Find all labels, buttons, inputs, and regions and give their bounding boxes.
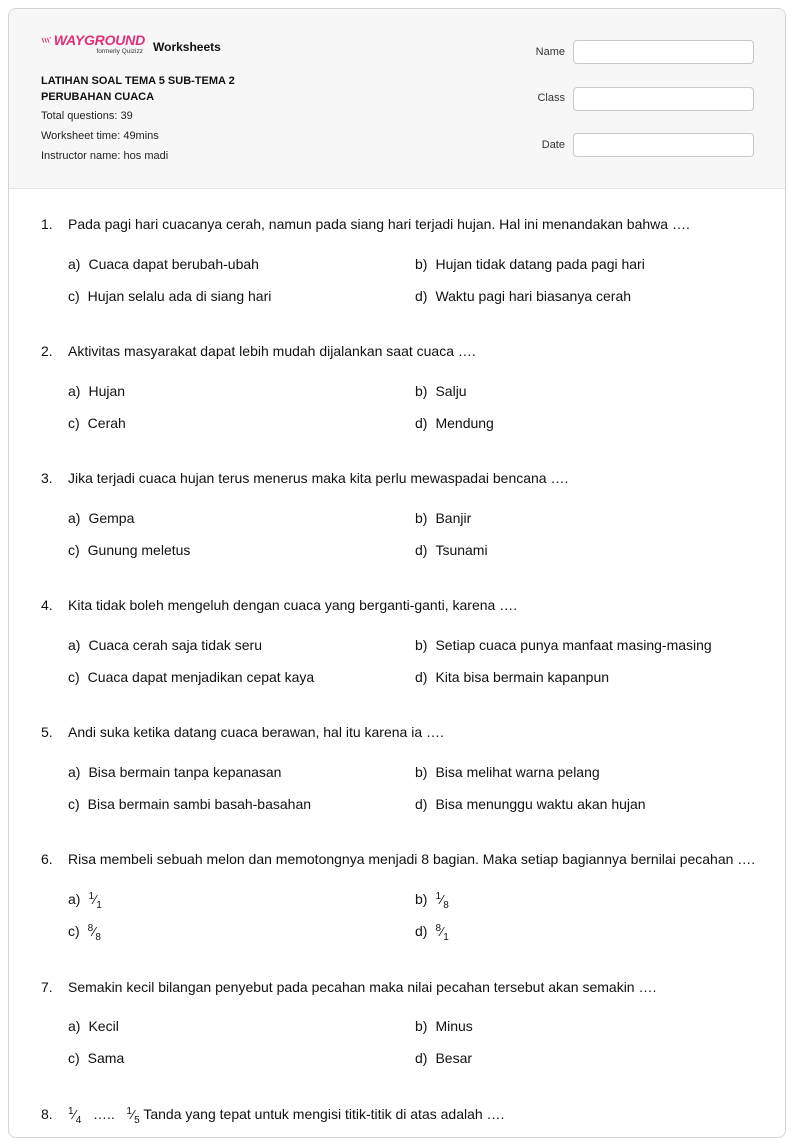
fraction-1: $^1⁄_4$ [68, 1106, 82, 1126]
option-text: Bisa melihat warna pelang [435, 764, 600, 780]
blank-dots: ….. [92, 1106, 115, 1122]
option-d[interactable] [415, 1050, 472, 1066]
option-a[interactable] [68, 1018, 119, 1034]
option-letter: c) [68, 415, 80, 431]
fraction-denominator: 1 [443, 932, 449, 943]
option-letter: b) [415, 891, 428, 907]
fraction-numerator: 1 [435, 891, 442, 902]
option-letter: d) [415, 542, 428, 558]
class-field[interactable] [573, 87, 754, 111]
option-text: Gempa [88, 510, 135, 526]
instructor-name: Instructor name: hos madi [41, 150, 169, 162]
option-c[interactable] [68, 1050, 124, 1066]
question-text: Aktivitas masyarakat dapat lebih mudah dijalankan saat cuaca …. [68, 343, 476, 359]
question-text: Kita tidak boleh mengeluh dengan cuaca yang berganti-ganti, karena …. [68, 597, 518, 613]
option-a[interactable] [68, 383, 125, 399]
question-text-row [68, 1106, 504, 1126]
option-letter: d) [415, 796, 428, 812]
question-text: Tanda yang tepat untuk mengisi titik-titik di atas adalah …. [143, 1106, 505, 1122]
option-d[interactable] [415, 669, 609, 685]
wayground-mark-icon [41, 34, 52, 46]
question-text: Pada pagi hari cuacanya cerah, namun pada siang hari terjadi hujan. Hal ini menandakan bahwa …. [68, 216, 690, 232]
fraction-2: $^1⁄_5$ [126, 1106, 140, 1126]
option-letter: a) [68, 764, 81, 780]
option-b[interactable] [415, 1018, 473, 1034]
fraction-denominator: 8 [95, 932, 101, 943]
question-number: 7. [41, 979, 53, 995]
option-letter: d) [415, 923, 428, 939]
option-letter: d) [415, 415, 428, 431]
question-text: Semakin kecil bilangan penyebut pada pecahan maka nilai pecahan tersebut akan semakin …. [68, 979, 657, 995]
name-field[interactable] [573, 40, 754, 64]
option-fraction: $^8⁄_1$ [435, 923, 449, 943]
option-text: Hujan tidak datang pada pagi hari [435, 256, 645, 272]
question-text: Andi suka ketika datang cuaca berawan, hal itu karena ia …. [68, 724, 444, 740]
option-letter: c) [68, 669, 80, 685]
option-letter: c) [68, 542, 80, 558]
option-b[interactable] [415, 383, 467, 399]
fraction-numerator: 8 [435, 923, 442, 934]
question-text: Risa membeli sebuah melon dan memotongnya menjadi 8 bagian. Maka setiap bagiannya bernilai pecahan …. [68, 851, 756, 867]
option-letter: a) [68, 637, 81, 653]
name-label: Name [535, 46, 565, 58]
fraction-numerator: 8 [87, 923, 94, 934]
option-text: Gunung meletus [87, 542, 191, 558]
option-letter: c) [68, 796, 80, 812]
option-text: Tsunami [435, 542, 488, 558]
option-letter: b) [415, 383, 428, 399]
option-text: Bisa menunggu waktu akan hujan [435, 796, 646, 812]
option-text: Besar [435, 1050, 473, 1066]
option-a[interactable] [68, 256, 259, 272]
option-a[interactable] [68, 510, 134, 526]
question-number: 3. [41, 470, 53, 486]
option-b[interactable] [415, 256, 645, 272]
worksheet-header [9, 9, 785, 189]
fraction-numerator: 1 [126, 1106, 132, 1117]
option-a[interactable] [68, 637, 262, 653]
logo-wordmark: WAYGROUND [53, 32, 145, 48]
option-letter: a) [68, 256, 81, 272]
fraction-numerator: 1 [88, 891, 95, 902]
option-fraction: $^8⁄_8$ [87, 923, 101, 943]
option-c[interactable] [68, 542, 190, 558]
total-questions: Total questions: 39 [41, 110, 133, 122]
option-b[interactable] [415, 764, 600, 780]
option-text: Banjir [435, 510, 472, 526]
option-text: Minus [435, 1018, 473, 1034]
product-name: Worksheets [153, 40, 221, 54]
option-c[interactable] [68, 288, 271, 304]
option-text: Mendung [435, 415, 494, 431]
option-text: Cuaca dapat menjadikan cepat kaya [87, 669, 315, 685]
option-text: Kita bisa bermain kapanpun [435, 669, 610, 685]
option-text: Waktu pagi hari biasanya cerah [435, 288, 632, 304]
question-number: 6. [41, 851, 53, 867]
option-b[interactable] [415, 637, 712, 653]
option-b[interactable] [415, 510, 471, 526]
option-c[interactable] [68, 415, 126, 431]
worksheet-title [41, 73, 301, 105]
option-c[interactable] [68, 923, 101, 943]
option-text: Sama [87, 1050, 125, 1066]
option-text: Cuaca dapat berubah-ubah [88, 256, 259, 272]
option-letter: a) [68, 891, 81, 907]
logo-subtitle: formerly Quizizz [96, 48, 143, 55]
option-letter: d) [415, 669, 428, 685]
fraction-denominator: 4 [75, 1115, 82, 1126]
title-line-1: LATIHAN SOAL TEMA 5 SUB-TEMA 2 [41, 75, 235, 87]
option-text: Cerah [87, 415, 126, 431]
option-d[interactable] [415, 288, 631, 304]
option-d[interactable] [415, 542, 488, 558]
option-a[interactable] [68, 891, 102, 911]
option-fraction: $^1⁄_1$ [88, 891, 102, 911]
option-letter: c) [68, 923, 80, 939]
option-letter: b) [415, 1018, 428, 1034]
option-c[interactable] [68, 669, 314, 685]
option-letter: b) [415, 637, 428, 653]
option-text: Hujan selalu ada di siang hari [87, 288, 272, 304]
question-number: 5. [41, 724, 53, 740]
fraction-numerator: 1 [68, 1106, 74, 1117]
title-line-2: PERUBAHAN CUACA [41, 91, 155, 103]
option-text: Kecil [88, 1018, 119, 1034]
fraction-denominator: 5 [134, 1115, 140, 1126]
option-letter: a) [68, 510, 81, 526]
option-a[interactable] [68, 764, 281, 780]
option-text: Hujan [88, 383, 126, 399]
option-text: Bisa bermain sambi basah-basahan [87, 796, 312, 812]
option-letter: d) [415, 288, 428, 304]
worksheet-time: Worksheet time: 49mins [41, 130, 159, 142]
option-letter: d) [415, 1050, 428, 1066]
date-field[interactable] [573, 133, 754, 157]
brand [41, 33, 221, 59]
option-letter: b) [415, 510, 428, 526]
fraction-denominator: 1 [96, 900, 102, 911]
option-letter: b) [415, 764, 428, 780]
option-letter: c) [68, 1050, 80, 1066]
option-letter: c) [68, 288, 80, 304]
option-text: Bisa bermain tanpa kepanasan [88, 764, 282, 780]
worksheet [8, 8, 786, 1138]
question-number: 2. [41, 343, 53, 359]
option-text: Cuaca cerah saja tidak seru [88, 637, 262, 653]
option-d[interactable] [415, 415, 494, 431]
option-text: Salju [435, 383, 467, 399]
wayground-logo [41, 33, 145, 59]
option-b[interactable] [415, 891, 449, 911]
date-label: Date [541, 139, 565, 151]
question-number: 8. [41, 1106, 53, 1122]
option-letter: a) [68, 1018, 81, 1034]
option-letter: b) [415, 256, 428, 272]
option-c[interactable] [68, 796, 311, 812]
question-number: 4. [41, 597, 53, 613]
option-d[interactable] [415, 796, 646, 812]
class-label: Class [537, 92, 565, 104]
option-fraction: $^1⁄_8$ [435, 891, 449, 911]
option-letter: a) [68, 383, 81, 399]
question-text: Jika terjadi cuaca hujan terus menerus maka kita perlu mewaspadai bencana …. [68, 470, 569, 486]
option-d[interactable] [415, 923, 449, 943]
question-number: 1. [41, 216, 53, 232]
option-text: Setiap cuaca punya manfaat masing-masing [435, 637, 712, 653]
fraction-denominator: 8 [443, 900, 449, 911]
